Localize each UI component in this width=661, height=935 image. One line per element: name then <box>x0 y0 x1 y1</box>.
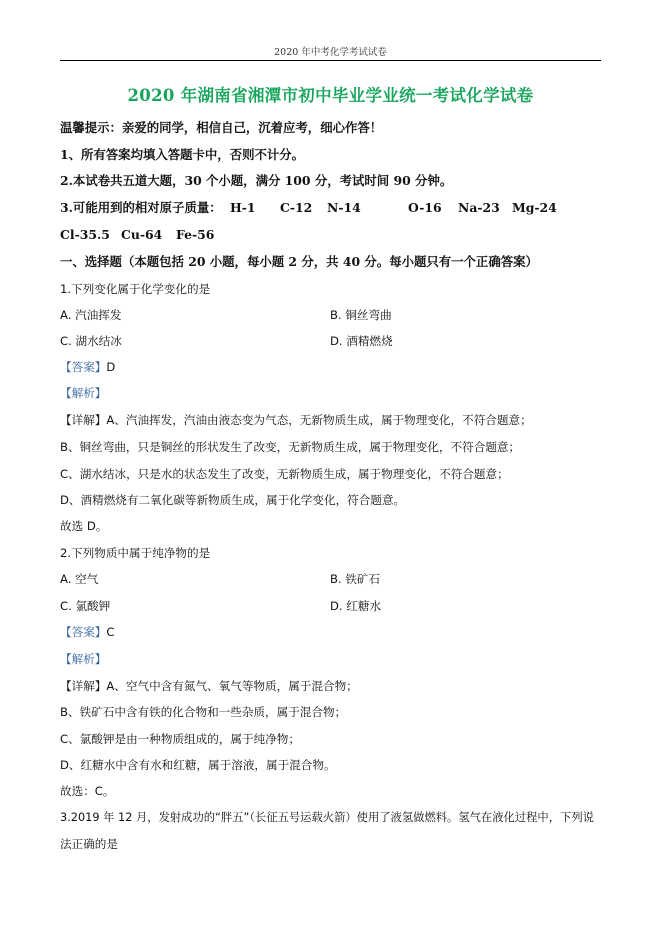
q2-option-c: C. 氯酸钾 <box>60 599 111 613</box>
q2-detail-d: D、红糖水中含有水和红糖，属于溶液，属于混合物。 <box>60 758 336 772</box>
q1-option-a: A. 汽油挥发 <box>60 308 122 322</box>
q1-detail-b: B、铜丝弯曲，只是铜丝的形状发生了改变，无新物质生成，属于物理变化，不符合题意； <box>60 440 521 454</box>
q1-detail-c: C、湖水结冰，只是水的状态发生了改变，无新物质生成，属于物理变化，不符合题意； <box>60 467 509 481</box>
atomic-mass-c: C-12 <box>280 200 313 215</box>
atomic-mass-n: N-14 <box>327 200 361 215</box>
q1-answer-value: D <box>106 360 116 374</box>
atomic-mass-h: H-1 <box>230 200 256 215</box>
q2-stem: 2.下列物质中属于纯净物的是 <box>60 546 211 560</box>
q2-analysis-label: 【解析】 <box>60 652 107 666</box>
q1-analysis-label: 【解析】 <box>60 386 107 400</box>
q3-stem-line-1: 3.2019 年 12 月，发射成功的“胖五”（长征五号运载火箭）使用了液氢做燃料。氢气在液化过程中，下列说 <box>60 811 594 824</box>
q1-answer <box>60 359 115 375</box>
q1-stem: 1.下列变化属于化学变化的是 <box>60 282 211 296</box>
notice-rule-2: 2.本试卷共五道大题，30 个小题，满分 100 分，考试时间 90 分钟。 <box>60 173 453 188</box>
q1-option-b: B. 铜丝弯曲 <box>330 308 392 322</box>
page-header: 2020 年中考化学考试试卷 <box>274 47 387 58</box>
q2-answer <box>60 624 115 640</box>
atomic-mass-o: O-16 <box>408 200 442 215</box>
q1-option-c: C. 湖水结冰 <box>60 334 122 348</box>
q2-detail-b: B、铁矿石中含有铁的化合物和一些杂质，属于混合物； <box>60 705 347 719</box>
notice-rule-3-label: 3.可能用到的相对原子质量： <box>60 200 222 215</box>
notice-tip: 温馨提示：亲爱的同学，相信自己，沉着应考，细心作答！ <box>60 120 383 135</box>
q1-detail-a: 【详解】A、汽油挥发，汽油由液态变为气态，无新物质生成，属于物理变化，不符合题意； <box>60 413 532 427</box>
q2-detail-a: 【详解】A、空气中含有氮气、氧气等物质，属于混合物； <box>60 679 358 693</box>
section-heading: 一、选择题（本题包括 20 小题，每小题 2 分，共 40 分。每小题只有一个正确答案） <box>60 254 538 269</box>
q2-option-a: A. 空气 <box>60 572 99 586</box>
atomic-mass-mg: Mg-24 <box>512 200 557 215</box>
q1-answer-label: 【答案】 <box>60 360 107 374</box>
atomic-mass-cl: Cl-35.5 <box>60 227 110 242</box>
atomic-mass-cu: Cu-64 <box>121 227 163 242</box>
notice-rule-1: 1、所有答案均填入答题卡中，否则不计分。 <box>60 147 305 162</box>
exam-title: 2020 年湖南省湘潭市初中毕业学业统一考试化学试卷 <box>127 86 534 105</box>
q2-option-b: B. 铁矿石 <box>330 572 381 586</box>
q2-conclusion: 故选：C。 <box>60 784 115 798</box>
q1-detail-d: D、酒精燃烧有二氧化碳等新物质生成，属于化学变化，符合题意。 <box>60 493 406 507</box>
atomic-mass-fe: Fe-56 <box>176 227 215 242</box>
q1-conclusion: 故选 D。 <box>60 519 108 533</box>
q1-option-d: D. 酒精燃烧 <box>330 334 393 348</box>
q2-option-d: D. 红糖水 <box>330 599 382 613</box>
q3-stem-line-2: 法正确的是 <box>60 837 118 851</box>
atomic-mass-na: Na-23 <box>458 200 500 215</box>
header-divider <box>60 60 601 61</box>
q2-detail-c: C、氯酸钾是由一种物质组成的，属于纯净物； <box>60 732 300 746</box>
q2-answer-value: C <box>106 625 115 639</box>
q2-answer-label: 【答案】 <box>60 625 107 639</box>
